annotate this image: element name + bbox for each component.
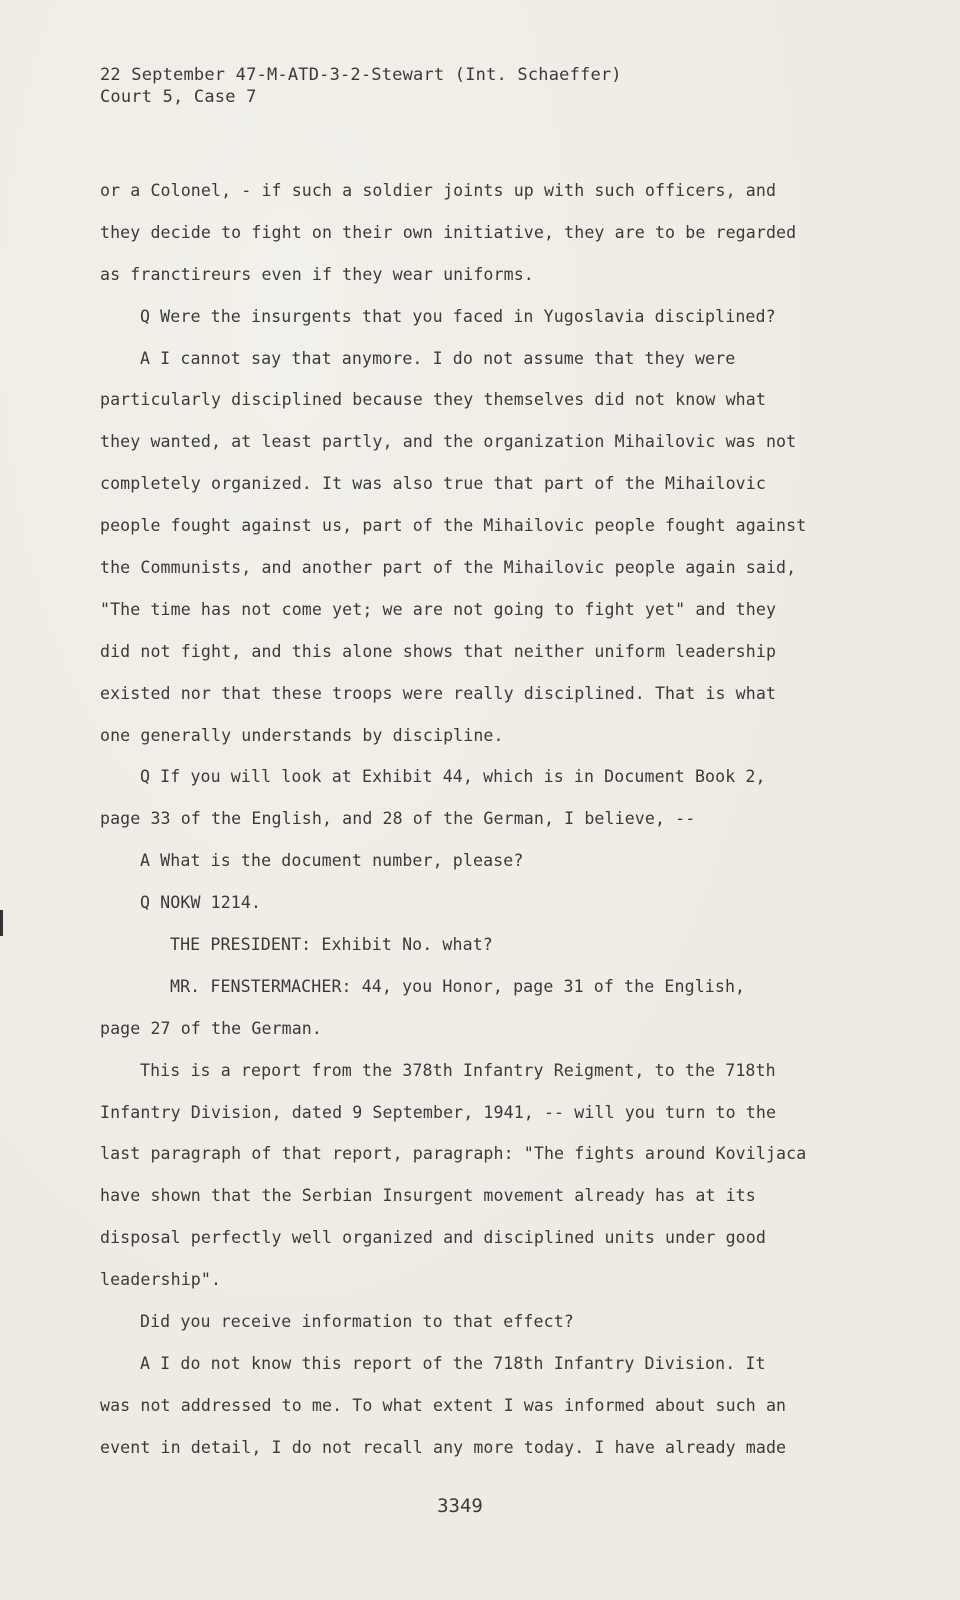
text-line: Infantry Division, dated 9 September, 1941, -- will you turn to the bbox=[100, 1102, 777, 1122]
text-line: leadership". bbox=[100, 1270, 222, 1290]
text-line: or a Colonel, - if such a soldier joints up with such officers, and bbox=[100, 181, 777, 200]
question-line: Q If you will look at Exhibit 44, which is in Document Book 2, bbox=[140, 767, 766, 787]
text-line: "The time has not come yet; we are not going to fight yet" and they bbox=[100, 599, 777, 619]
text-line: page 33 of the English, and 28 of the German, I believe, -- bbox=[100, 809, 696, 829]
transcript-body bbox=[100, 170, 820, 1469]
text-line: the Communists, and another part of the Mihailovic people again said, bbox=[100, 558, 797, 578]
question-line: Q Were the insurgents that you faced in Yugoslavia disciplined? bbox=[140, 306, 776, 326]
paragraph-start-line: This is a report from the 378th Infantry Reigment, to the 718th bbox=[140, 1060, 776, 1080]
answer-line: A I cannot say that anymore. I do not assume that they were bbox=[140, 348, 736, 368]
text-line: completely organized. It was also true that part of the Mihailovic bbox=[100, 474, 766, 494]
text-line: last paragraph of that report, paragraph: "The fights around Koviljaca bbox=[100, 1144, 807, 1164]
text-line: particularly disciplined because they themselves did not know what bbox=[100, 390, 766, 410]
text-line: have shown that the Serbian Insurgent movement already has at its bbox=[100, 1186, 756, 1206]
speaker-line: THE PRESIDENT: Exhibit No. what? bbox=[170, 935, 493, 955]
text-line: people fought against us, part of the Mihailovic people fought against bbox=[100, 516, 807, 536]
text-line: existed nor that these troops were really disciplined. That is what bbox=[100, 683, 777, 703]
text-line: they decide to fight on their own initiative, they are to be regarded bbox=[100, 222, 797, 242]
text-line: event in detail, I do not recall any more today. I have already made bbox=[100, 1437, 787, 1457]
document-header bbox=[100, 64, 622, 108]
page-number bbox=[0, 1495, 960, 1517]
header-line-date-reference: 22 September 47-M-ATD-3-2-Stewart (Int. Schaeffer) bbox=[100, 65, 622, 85]
page-number-text: 3349 bbox=[437, 1495, 483, 1517]
text-line: did not fight, and this alone shows that neither uniform leadership bbox=[100, 641, 777, 661]
paragraph-start-line: Did you receive information to that effect? bbox=[140, 1312, 574, 1332]
question-line: Q NOKW 1214. bbox=[140, 893, 262, 913]
text-line: page 27 of the German. bbox=[100, 1018, 322, 1038]
answer-line: A What is the document number, please? bbox=[140, 851, 524, 871]
header-line-court-case: Court 5, Case 7 bbox=[100, 87, 257, 107]
text-line: one generally understands by discipline. bbox=[100, 725, 504, 745]
text-line: as franctireurs even if they wear uniforms. bbox=[100, 264, 534, 284]
text-line: disposal perfectly well organized and disciplined units under good bbox=[100, 1228, 766, 1248]
text-line: they wanted, at least partly, and the organization Mihailovic was not bbox=[100, 432, 797, 452]
binding-edge-mark bbox=[0, 910, 3, 936]
speaker-line: MR. FENSTERMACHER: 44, you Honor, page 31 of the English, bbox=[170, 976, 746, 996]
answer-line: A I do not know this report of the 718th Infantry Division. It bbox=[140, 1353, 766, 1373]
text-line: was not addressed to me. To what extent I was informed about such an bbox=[100, 1395, 787, 1415]
